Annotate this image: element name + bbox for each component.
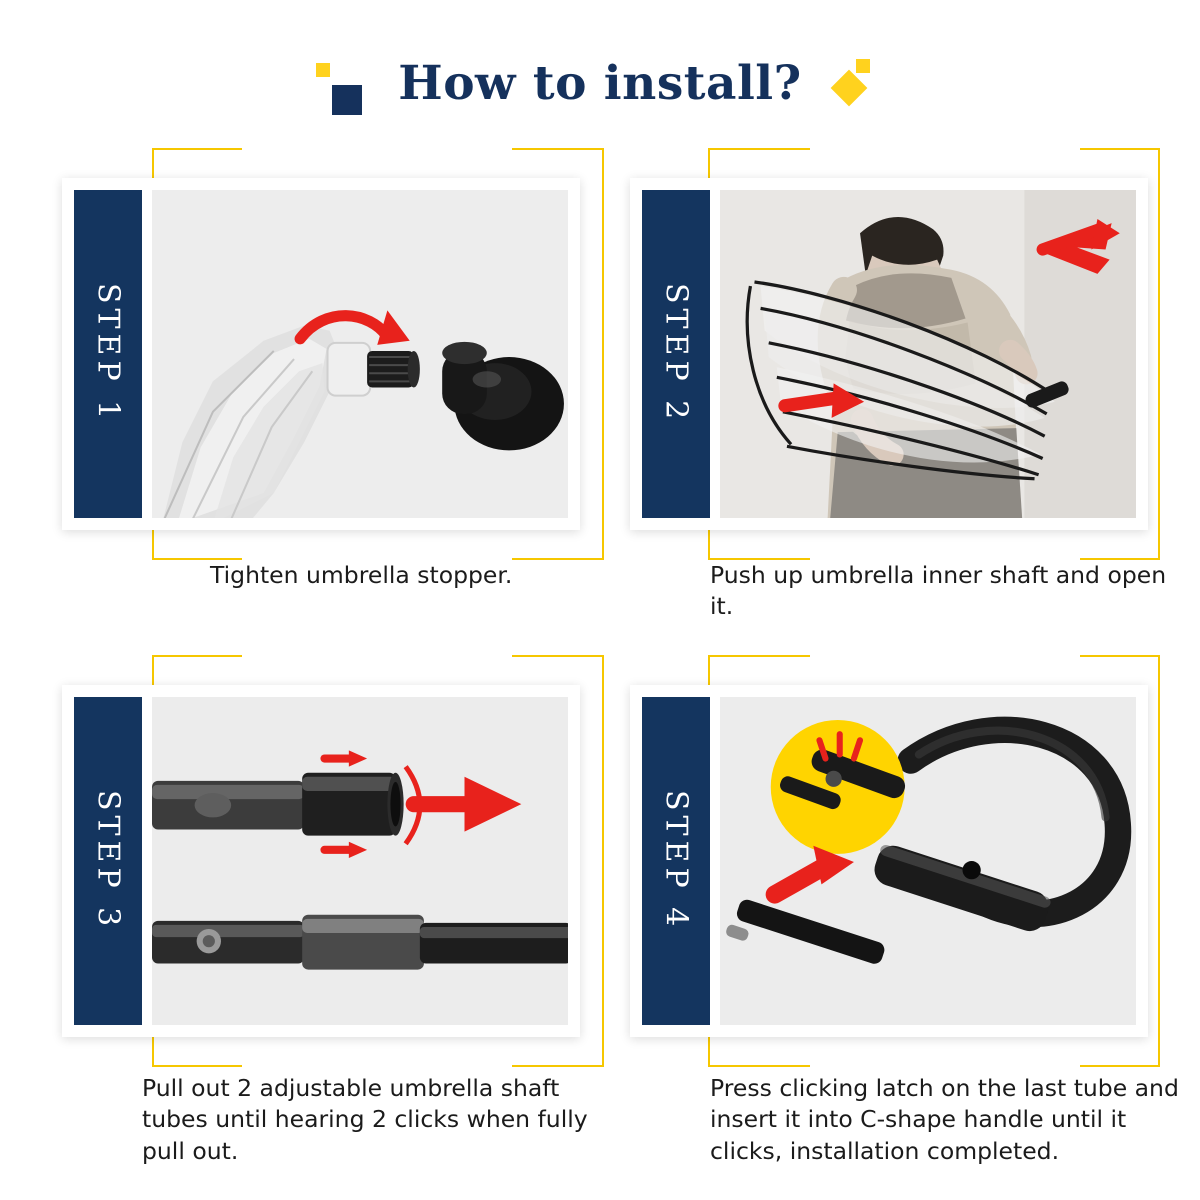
bracket-gap-bottom <box>242 1062 512 1070</box>
step-4-frame <box>630 655 1179 1165</box>
page-title-row <box>0 48 1200 118</box>
bracket-gap-bottom <box>810 1062 1080 1070</box>
step-card-1 <box>62 148 607 589</box>
step-3-label: STEP 3 <box>90 790 126 932</box>
step-card-2 <box>630 148 1175 621</box>
bracket-gap-top <box>242 145 512 153</box>
step-4-photo <box>720 697 1136 1025</box>
step-card-4 <box>630 655 1179 1165</box>
left-diamond-decoration <box>316 53 372 113</box>
step-4-label: STEP 4 <box>658 790 694 932</box>
step-3-frame <box>62 655 607 1165</box>
navy-diamond-icon <box>332 85 362 115</box>
step-2-tab <box>642 190 710 518</box>
step-1-caption: Tighten umbrella stopper. <box>210 561 513 589</box>
step-4-caption: Press clicking latch on the last tube and insert it into C-shape handle until it clicks, installation completed. <box>710 1074 1179 1165</box>
step-2-caption: Push up umbrella inner shaft and open it. <box>710 561 1167 621</box>
step-3-photo-card <box>62 685 580 1037</box>
step-2-label: STEP 2 <box>658 283 694 425</box>
step-1-tab <box>74 190 142 518</box>
yellow-diamond-icon <box>316 63 330 77</box>
step-card-3 <box>62 655 607 1165</box>
page-title: How to install? <box>398 55 802 111</box>
step-2-frame <box>630 148 1175 621</box>
bracket-gap-top <box>242 652 512 660</box>
bracket-gap-top <box>810 652 1080 660</box>
step-4-photo-card <box>630 685 1148 1037</box>
step-4-tab <box>642 697 710 1025</box>
step-1-frame <box>62 148 607 589</box>
step-3-photo <box>152 697 568 1025</box>
right-diamond-decoration <box>828 53 884 113</box>
step-3-caption: Pull out 2 adjustable umbrella shaft tubes until hearing 2 clicks when fully pull out. <box>142 1074 588 1165</box>
step-1-photo <box>152 190 568 518</box>
yellow-diamond-large-icon <box>830 70 867 107</box>
step-2-photo <box>720 190 1136 518</box>
yellow-diamond-small-icon <box>856 59 870 73</box>
step-2-photo-card <box>630 178 1148 530</box>
step-1-photo-card <box>62 178 580 530</box>
bracket-gap-top <box>810 145 1080 153</box>
step-1-label: STEP 1 <box>90 283 126 425</box>
step-3-tab <box>74 697 142 1025</box>
